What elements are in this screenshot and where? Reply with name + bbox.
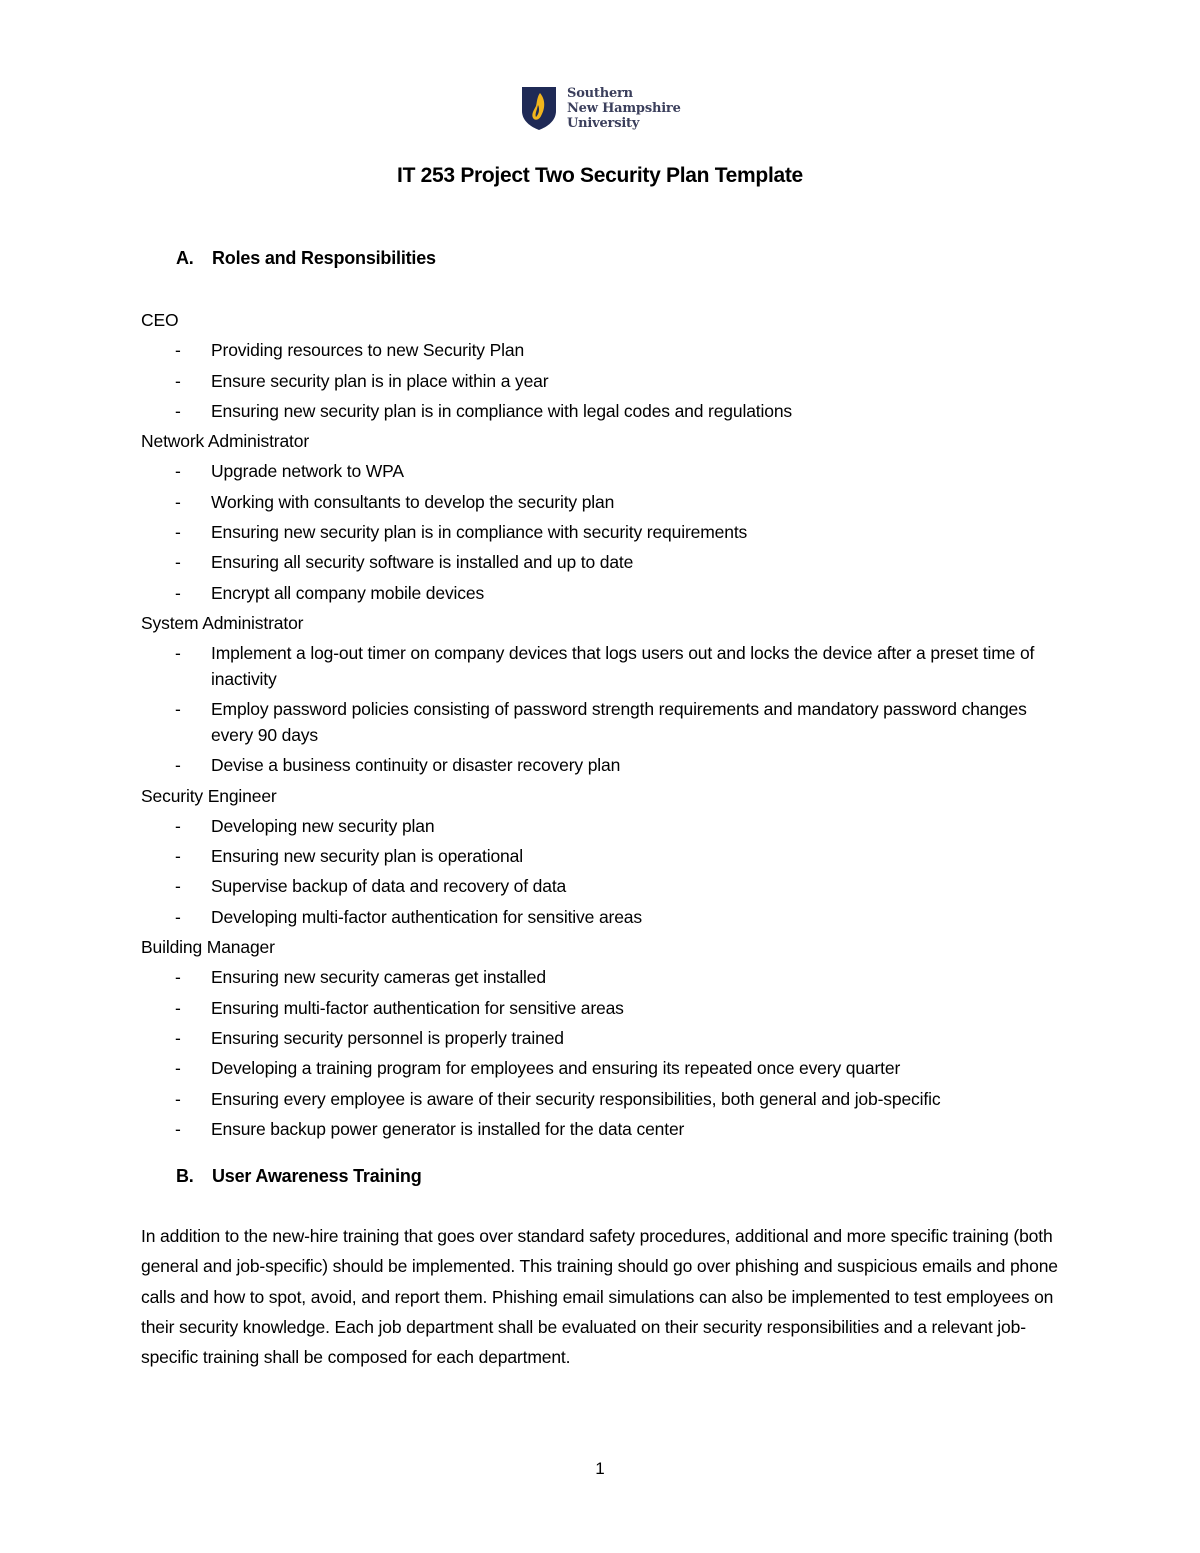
list-item: - Devise a business continuity or disaster recovery plan <box>141 750 1071 780</box>
role-security-engineer: Security Engineer <box>141 785 277 806</box>
list-item: - Ensure security plan is in place within a year <box>141 366 1071 396</box>
roles-list <box>141 305 1071 1144</box>
list-item: - Providing resources to new Security Plan <box>141 335 1071 365</box>
university-logo <box>521 84 691 132</box>
training-paragraph: In addition to the new-hire training that goes over standard safety procedures, additional and more specific training (both general and job-specific) should be implemented. This training should go over phishing and suspicious emails and phone calls and how to spot, avoid, and report them. Phishing email simulations can also be implemented to test employees on their security knowledge. Each job department shall be evaluated on their security responsibilities and a relevant job-specific training shall be composed for each department. <box>141 1226 1058 1368</box>
list-item: - Ensuring every employee is aware of their security responsibilities, both general and job-specific <box>141 1084 1071 1114</box>
role-building-manager: Building Manager <box>141 937 275 958</box>
list-item: - Ensuring new security plan is in compliance with security requirements <box>141 517 1071 547</box>
list-item: - Supervise backup of data and recovery of data <box>141 871 1071 901</box>
list-item: - Ensuring new security plan is operational <box>141 841 1071 871</box>
ceo-responsibilities <box>141 335 1071 426</box>
logo-wordmark <box>567 86 681 131</box>
section-heading-training <box>176 1166 422 1187</box>
shield-flame-icon <box>521 85 557 131</box>
security-engineer-responsibilities <box>141 811 1071 932</box>
list-item: - Ensuring new security plan is in compliance with legal codes and regulations <box>141 396 1071 426</box>
section-letter: A. <box>176 248 194 268</box>
section-title: User Awareness Training <box>212 1166 422 1186</box>
role-network-administrator: Network Administrator <box>141 431 310 452</box>
logo-line: New Hampshire <box>567 100 681 116</box>
section-letter: B. <box>176 1166 194 1186</box>
system-administrator-responsibilities <box>141 638 1071 780</box>
section-heading-roles <box>176 248 436 269</box>
list-item: - Implement a log-out timer on company devices that logs users out and locks the device after a preset time of inactivity <box>141 638 1071 694</box>
list-item: - Ensure backup power generator is installed for the data center <box>141 1114 1071 1144</box>
list-item: - Working with consultants to develop the security plan <box>141 487 1071 517</box>
network-administrator-responsibilities <box>141 456 1071 607</box>
list-item: - Employ password policies consisting of password strength requirements and mandatory password changes every 90 days <box>141 694 1071 750</box>
list-item: - Ensuring new security cameras get installed <box>141 962 1071 992</box>
document-title: IT 253 Project Two Security Plan Template <box>397 164 803 187</box>
building-manager-responsibilities <box>141 962 1071 1144</box>
logo-line: University <box>567 115 640 131</box>
role-ceo: CEO <box>141 310 179 330</box>
list-item: - Developing multi-factor authentication for sensitive areas <box>141 902 1071 932</box>
list-item: - Developing new security plan <box>141 811 1071 841</box>
logo-line: Southern <box>567 85 633 101</box>
list-item: - Ensuring security personnel is properly trained <box>141 1023 1071 1053</box>
role-system-administrator: System Administrator <box>141 612 304 633</box>
list-item: - Upgrade network to WPA <box>141 456 1071 486</box>
section-title: Roles and Responsibilities <box>212 248 436 268</box>
list-item: - Ensuring multi-factor authentication for sensitive areas <box>141 993 1071 1023</box>
list-item: - Encrypt all company mobile devices <box>141 578 1071 608</box>
list-item: - Developing a training program for employees and ensuring its repeated once every quarter <box>141 1053 1071 1083</box>
page-number: 1 <box>595 1459 605 1478</box>
list-item: - Ensuring all security software is installed and up to date <box>141 547 1071 577</box>
